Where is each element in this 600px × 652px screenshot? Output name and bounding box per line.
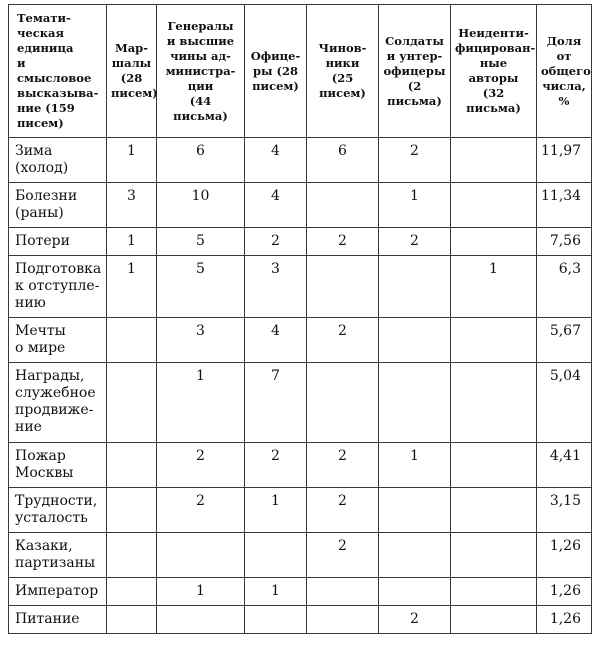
table-cell	[307, 256, 379, 318]
table-row	[9, 228, 592, 256]
header-row	[9, 5, 592, 138]
header-unidentified: Неиденти- фицирован- ные авторы (32 письма)	[451, 5, 537, 138]
table-cell	[379, 318, 451, 363]
table-cell: 7	[245, 363, 307, 443]
share-cell: 1,26	[537, 606, 592, 634]
table-cell	[451, 533, 537, 578]
row-label: Император	[9, 578, 107, 606]
table-cell	[157, 606, 245, 634]
page	[8, 4, 592, 634]
header-generals: Генералы и высшие чины ад- министра- ции (44 письма)	[157, 5, 245, 138]
share-cell: 5,04	[537, 363, 592, 443]
table-cell: 1	[451, 256, 537, 318]
row-label: Потери	[9, 228, 107, 256]
table-cell	[107, 318, 157, 363]
row-label: Пожар Москвы	[9, 443, 107, 488]
table-row	[9, 256, 592, 318]
row-label: Казаки, партизаны	[9, 533, 107, 578]
table-row	[9, 363, 592, 443]
letters-topics-table	[8, 4, 592, 634]
table-cell: 2	[245, 228, 307, 256]
table-cell: 10	[157, 183, 245, 228]
table-cell	[245, 533, 307, 578]
share-cell: 3,15	[537, 488, 592, 533]
table-cell	[451, 138, 537, 183]
table-cell	[107, 578, 157, 606]
table-cell	[451, 488, 537, 533]
header-officers: Офице- ры (28 писем)	[245, 5, 307, 138]
table-cell: 1	[379, 183, 451, 228]
share-cell: 5,67	[537, 318, 592, 363]
header-topic: Темати- ческая единица и смысловое высказыва- ние (159 писем)	[9, 5, 107, 138]
table-cell: 4	[245, 318, 307, 363]
table-cell	[451, 363, 537, 443]
share-cell: 1,26	[537, 533, 592, 578]
table-cell	[379, 256, 451, 318]
table-cell: 2	[245, 443, 307, 488]
table-cell: 2	[307, 318, 379, 363]
table-cell	[451, 606, 537, 634]
table-cell	[451, 183, 537, 228]
table-cell: 4	[245, 183, 307, 228]
table-cell	[379, 363, 451, 443]
row-label: Питание	[9, 606, 107, 634]
table-cell	[379, 488, 451, 533]
share-cell: 11,34	[537, 183, 592, 228]
header-marshals: Мар- шалы (28 писем)	[107, 5, 157, 138]
table-cell	[379, 578, 451, 606]
table-cell	[245, 606, 307, 634]
table-cell: 2	[379, 606, 451, 634]
table-cell: 2	[307, 533, 379, 578]
table-cell: 1	[107, 228, 157, 256]
table-cell: 5	[157, 256, 245, 318]
table-cell: 2	[379, 138, 451, 183]
table-cell	[107, 488, 157, 533]
table-cell: 3	[107, 183, 157, 228]
row-label: Болезни (раны)	[9, 183, 107, 228]
table-cell	[307, 363, 379, 443]
share-cell: 4,41	[537, 443, 592, 488]
share-cell: 7,56	[537, 228, 592, 256]
table-cell: 4	[245, 138, 307, 183]
table-row	[9, 318, 592, 363]
row-label: Зима (холод)	[9, 138, 107, 183]
table-cell	[451, 318, 537, 363]
header-share: Доля от общего числа, %	[537, 5, 592, 138]
table-cell	[107, 363, 157, 443]
share-cell: 6,3	[537, 256, 592, 318]
table-cell	[451, 578, 537, 606]
row-label: Мечты о мире	[9, 318, 107, 363]
table-cell	[451, 228, 537, 256]
table-row	[9, 578, 592, 606]
table-cell	[379, 533, 451, 578]
table-cell: 1	[107, 256, 157, 318]
header-soldiers: Солдаты и унтер- офицеры (2 письма)	[379, 5, 451, 138]
table-cell: 2	[307, 228, 379, 256]
row-label: Трудности, усталость	[9, 488, 107, 533]
row-label: Подготовка к отступле- нию	[9, 256, 107, 318]
table-cell: 2	[157, 443, 245, 488]
table-cell	[107, 533, 157, 578]
table-cell	[307, 578, 379, 606]
table-row	[9, 443, 592, 488]
table-cell: 1	[157, 578, 245, 606]
table-cell: 1	[157, 363, 245, 443]
header-officials: Чинов- ники (25 писем)	[307, 5, 379, 138]
table-row	[9, 606, 592, 634]
table-cell: 6	[157, 138, 245, 183]
table-cell: 1	[379, 443, 451, 488]
table-cell: 5	[157, 228, 245, 256]
table-cell	[451, 443, 537, 488]
table-cell	[107, 443, 157, 488]
table-cell: 2	[307, 488, 379, 533]
table-cell: 6	[307, 138, 379, 183]
table-row	[9, 488, 592, 533]
row-label: Награды, служебное продвиже- ние	[9, 363, 107, 443]
table-row	[9, 138, 592, 183]
table-cell	[107, 606, 157, 634]
table-cell: 1	[245, 488, 307, 533]
share-cell: 11,97	[537, 138, 592, 183]
table-cell: 3	[245, 256, 307, 318]
table-cell	[307, 183, 379, 228]
table-cell: 1	[107, 138, 157, 183]
table-row	[9, 183, 592, 228]
table-cell: 2	[307, 443, 379, 488]
table-cell	[157, 533, 245, 578]
table-cell: 1	[245, 578, 307, 606]
table-cell: 2	[157, 488, 245, 533]
share-cell: 1,26	[537, 578, 592, 606]
table-cell: 3	[157, 318, 245, 363]
table-cell: 2	[379, 228, 451, 256]
table-row	[9, 533, 592, 578]
table-cell	[307, 606, 379, 634]
